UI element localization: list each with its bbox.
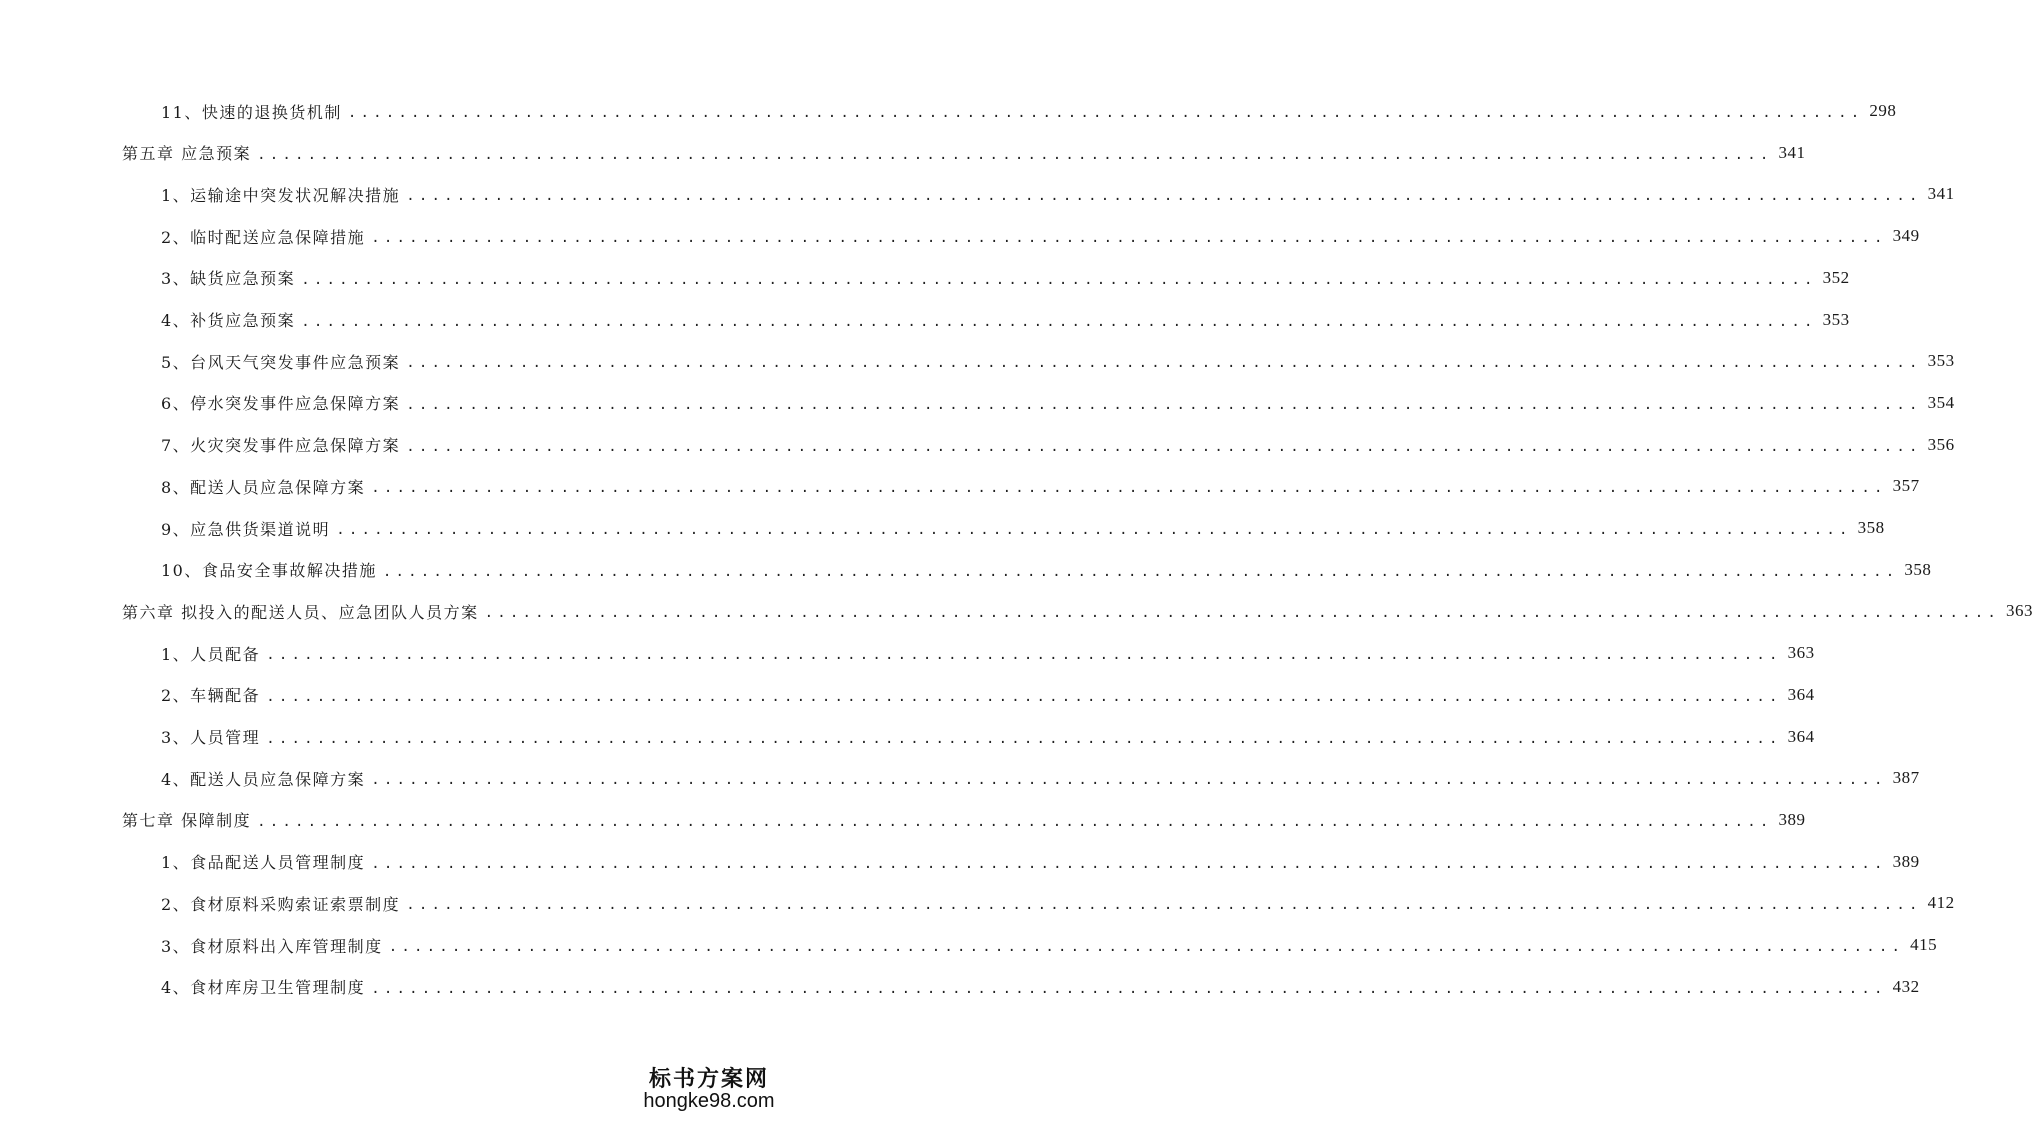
- toc-entry-title: 11、快速的退换货机制: [161, 102, 342, 122]
- toc-page-number: 349: [1892, 226, 1920, 246]
- toc-page-number: 341: [1927, 184, 1955, 204]
- toc-page-number: 432: [1892, 976, 1920, 996]
- toc-page-number: 389: [1892, 851, 1920, 871]
- toc-item-entry: [161, 471, 1920, 501]
- toc-dot-leader: ........................................................................................................................: [371, 230, 1887, 247]
- toc-dot-leader: ........................................................................................................................: [406, 355, 1922, 372]
- toc-item-entry: [161, 346, 1955, 376]
- toc-entry-title: 3、食材原料出入库管理制度: [161, 936, 383, 956]
- toc-dot-leader: ........................................................................................................................: [406, 188, 1922, 205]
- toc-page-number: 389: [1778, 809, 1806, 829]
- toc-dot-leader: ........................................................................................................................: [371, 480, 1887, 497]
- toc-dot-leader: ........................................................................................................................: [266, 730, 1782, 747]
- toc-page-number: 363: [2006, 601, 2033, 621]
- toc-dot-leader: ........................................................................................................................: [406, 897, 1922, 914]
- watermark-url: hongke98.com: [643, 1090, 775, 1112]
- toc-page-number: 363: [1787, 643, 1815, 663]
- toc-entry-title: 9、应急供货渠道说明: [161, 519, 331, 539]
- toc-page-number: 341: [1778, 142, 1806, 162]
- toc-page-number: 415: [1910, 935, 1938, 954]
- site-watermark: [639, 1065, 779, 1112]
- toc-page-number: 354: [1927, 392, 1955, 412]
- toc-dot-leader: ........................................................................................................................: [382, 563, 1899, 580]
- toc-page-number: 364: [1787, 684, 1815, 704]
- toc-item-entry: [161, 555, 1932, 585]
- toc-item-entry: [161, 972, 1920, 1002]
- toc-entry-title: 10、食品安全事故解决措施: [161, 561, 377, 581]
- toc-dot-leader: ........................................................................................................................: [388, 939, 1905, 955]
- toc-item-entry: [161, 930, 1938, 960]
- toc-entry-title: 7、火灾突发事件应急保障方案: [161, 436, 401, 456]
- toc-page-number: 356: [1927, 434, 1955, 454]
- toc-item-entry: [161, 763, 1920, 793]
- toc-entry-title: 第六章 拟投入的配送人员、应急团队人员方案: [122, 602, 479, 622]
- toc-entry-title: 第七章 保障制度: [122, 811, 252, 831]
- toc-dot-leader: ........................................................................................................................: [301, 313, 1817, 330]
- toc-entry-title: 第五章 应急预案: [122, 144, 252, 164]
- toc-item-entry: [161, 888, 1955, 918]
- toc-entry-title: 3、缺货应急预案: [161, 269, 296, 289]
- toc-entry-title: 3、人员管理: [161, 728, 261, 747]
- toc-dot-leader: ........................................................................................................................: [257, 813, 1773, 830]
- toc-item-entry: [161, 388, 1955, 418]
- toc-item-entry: [161, 680, 1815, 710]
- toc-dot-leader: ........................................................................................................................: [336, 522, 1852, 538]
- toc-entry-title: 4、配送人员应急保障方案: [161, 769, 366, 789]
- toc-chapter-entry: [122, 138, 1806, 168]
- toc-page-number: 387: [1892, 768, 1920, 788]
- toc-dot-leader: ........................................................................................................................: [266, 688, 1782, 705]
- toc-entry-title: 4、食材库房卫生管理制度: [161, 978, 366, 998]
- toc-page-number: 357: [1892, 476, 1920, 496]
- toc-entry-title: 1、人员配备: [161, 644, 261, 664]
- toc-dot-leader: ........................................................................................................................: [301, 271, 1817, 288]
- toc-page-number: 364: [1787, 726, 1815, 746]
- toc-chapter-entry: [122, 596, 2033, 626]
- toc-item-entry: [161, 221, 1920, 251]
- toc-dot-leader: ........................................................................................................................: [484, 605, 2001, 622]
- toc-dot-leader: ........................................................................................................................: [406, 396, 1922, 413]
- toc-page-number: 352: [1822, 267, 1850, 287]
- toc-item-entry: [161, 722, 1815, 752]
- toc-dot-leader: ........................................................................................................................: [266, 647, 1782, 664]
- toc-entry-title: 5、台风天气突发事件应急预案: [161, 352, 401, 372]
- toc-entry-title: 2、食材原料采购索证索票制度: [161, 894, 401, 914]
- toc-entry-title: 8、配送人员应急保障方案: [161, 477, 366, 497]
- toc-item-entry: [161, 179, 1955, 209]
- toc-entry-title: 2、临时配送应急保障措施: [161, 227, 366, 247]
- toc-dot-leader: ........................................................................................................................: [371, 980, 1887, 997]
- toc-item-entry: [161, 96, 1897, 126]
- toc-item-entry: [161, 263, 1850, 293]
- toc-page-number: 353: [1822, 309, 1850, 329]
- toc-dot-leader: ........................................................................................................................: [406, 438, 1922, 455]
- toc-dot-leader: ........................................................................................................................: [371, 772, 1887, 789]
- toc-entry-title: 2、车辆配备: [161, 686, 261, 706]
- toc-chapter-entry: [122, 805, 1806, 835]
- toc-page-number: 298: [1869, 101, 1897, 120]
- toc-item-entry: [161, 430, 1955, 460]
- toc-item-entry: [161, 513, 1885, 543]
- toc-item-entry: [161, 847, 1920, 877]
- toc-dot-leader: ........................................................................................................................: [347, 105, 1864, 121]
- toc-entry-title: 1、食品配送人员管理制度: [161, 853, 366, 873]
- toc-page-number: 353: [1927, 351, 1955, 371]
- toc-item-entry: [161, 305, 1850, 335]
- toc-page-number: 412: [1927, 893, 1955, 913]
- toc-entry-title: 6、停水突发事件应急保障方案: [161, 394, 401, 414]
- watermark-name: 标书方案网: [648, 1065, 769, 1092]
- toc-page-number: 358: [1857, 518, 1885, 537]
- toc-dot-leader: ........................................................................................................................: [257, 146, 1773, 163]
- toc-page-number: 358: [1904, 559, 1932, 579]
- toc-item-entry: [161, 638, 1815, 668]
- toc-entry-title: 4、补货应急预案: [161, 311, 296, 330]
- toc-dot-leader: ........................................................................................................................: [371, 855, 1887, 872]
- toc-entry-title: 1、运输途中突发状况解决措施: [161, 185, 401, 205]
